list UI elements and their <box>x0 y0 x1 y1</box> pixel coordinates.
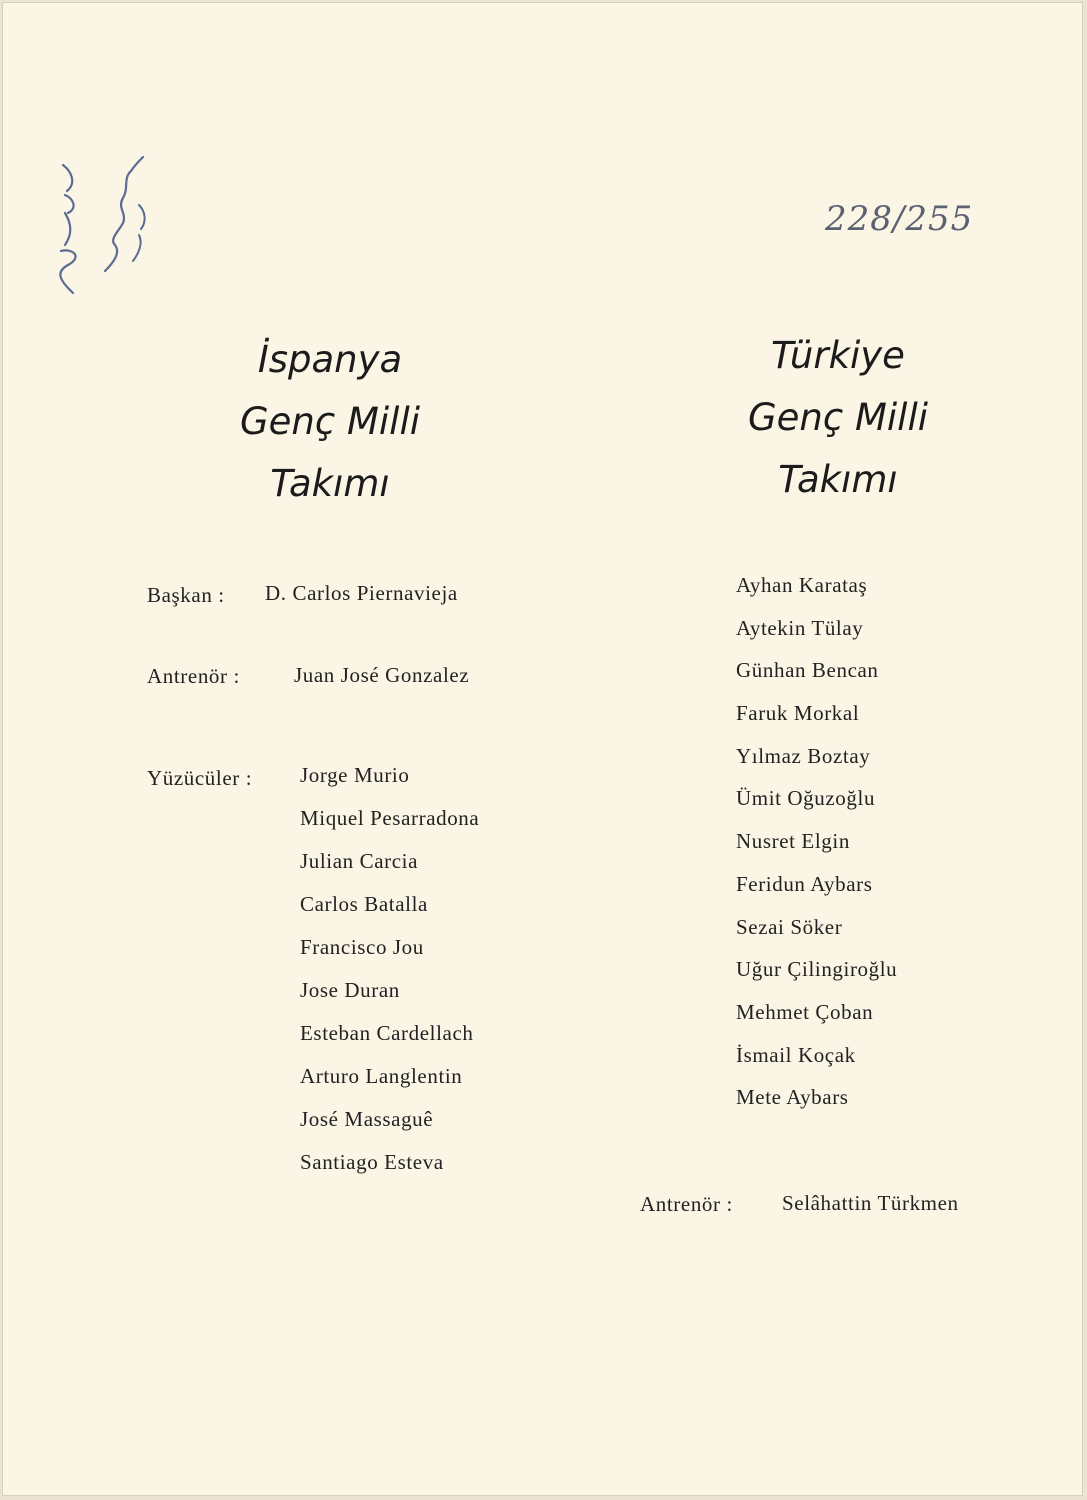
list-item: Aytekin Tülay <box>736 615 864 640</box>
list-item: Mete Aybars <box>736 1085 849 1110</box>
list-item: Jose Duran <box>300 978 400 1002</box>
list-item: İsmail Koçak <box>736 1042 856 1067</box>
handwritten-margin-note <box>43 153 173 303</box>
turkey-coach-name: Selâhattin Türkmen <box>782 1191 959 1215</box>
list-item: Yılmaz Boztay <box>736 743 871 768</box>
spain-president-label: Başkan : <box>147 583 225 607</box>
list-item: Feridun Aybars <box>736 871 873 896</box>
turkey-title-line: Türkiye <box>771 334 905 377</box>
list-item: Ümit Oğuzoğlu <box>736 786 876 811</box>
spain-coach-label: Antrenör : <box>147 664 240 688</box>
turkey-swimmers-list <box>736 573 897 1128</box>
list-item: Francisco Jou <box>300 935 424 959</box>
spain-title-line: İspanya <box>257 338 403 381</box>
list-item: Miquel Pesarradona <box>300 806 480 830</box>
list-item: Günhan Bencan <box>736 658 879 683</box>
spain-team-title <box>160 329 500 515</box>
spain-president-name: D. Carlos Piernavieja <box>265 581 458 605</box>
list-item: Uğur Çilingiroğlu <box>736 957 898 982</box>
spain-swimmers-list <box>300 763 479 1193</box>
turkey-coach-label: Antrenör : <box>640 1192 733 1216</box>
list-item: Sezai Söker <box>736 914 843 939</box>
list-item: Mehmet Çoban <box>736 999 874 1024</box>
spain-title-line: Takımı <box>270 462 390 505</box>
list-item: Esteban Cardellach <box>300 1021 474 1045</box>
spain-coach-name: Juan José Gonzalez <box>294 663 470 687</box>
turkey-title-line: Genç Milli <box>747 396 929 439</box>
program-page <box>2 2 1083 1496</box>
list-item: Jorge Murio <box>300 763 410 787</box>
list-item: Ayhan Karataş <box>736 573 868 597</box>
list-item: Julian Carcia <box>300 849 419 873</box>
turkey-team-title <box>668 325 1008 511</box>
spain-title-line: Genç Milli <box>239 400 421 443</box>
list-item: Santiago Esteva <box>300 1150 444 1174</box>
list-item: José Massaguê <box>300 1107 434 1131</box>
list-item: Nusret Elgin <box>736 829 850 854</box>
list-item: Arturo Langlentin <box>300 1064 463 1088</box>
turkey-title-line: Takımı <box>778 458 898 501</box>
archive-reference-number: 228/255 <box>825 199 974 239</box>
list-item: Carlos Batalla <box>300 892 428 916</box>
spain-swimmers-label: Yüzücüler : <box>147 766 253 790</box>
list-item: Faruk Morkal <box>736 701 860 726</box>
